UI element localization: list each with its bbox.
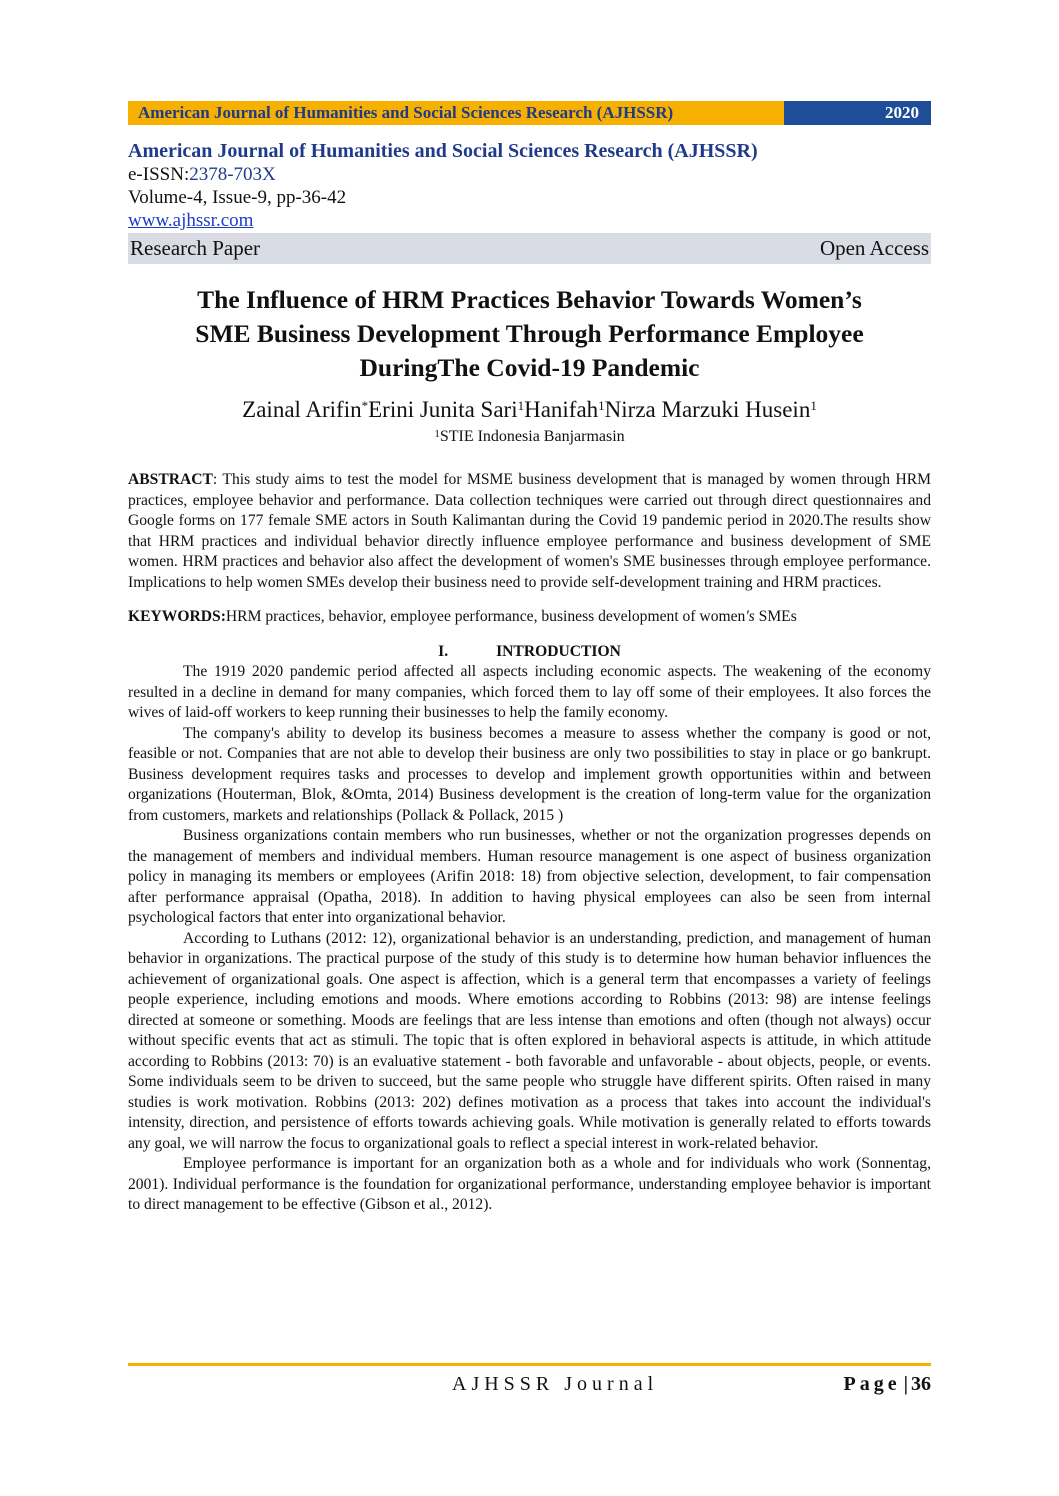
body-paragraph: Employee performance is important for an organization both as a whole and for individuals who work (Sonnentag, 2001). Individual performance is the foundation for organizational performance, understanding employee behavior is important to direct management to be effective (Gibson et al., 2012). [128, 1155, 931, 1213]
author-mark: 1 [517, 398, 525, 413]
author-mark: 1 [598, 398, 605, 413]
paper-title [128, 283, 931, 385]
keywords [128, 607, 931, 628]
abstract [128, 470, 931, 593]
issn-value: 2378-703X [189, 164, 276, 185]
body-paragraph: According to Luthans (2012: 12), organizational behavior is an understanding, prediction, and management of human behavior in organizations. The practical purpose of the study of this study is to determine how human behavior influences the achievement of organizational goals. One aspect is affection, which is a general term that encompasses a variety of feelings people experience, including emotions and moods. Where emotions according to Robbins (2013: 98) are intense feelings directed at someone or something. Moods are feelings that are less intense than emotions and often (though not always) occur without specific events that act as stimuli. The topic that is often explored in behavioral aspects is attitude, in which attitude according to Robbins (2013: 70) is an evaluative statement - both favorable and unfavorable - about objects, people, or events. Some individuals seem to be driven to succeed, but the same people who struggle have different spirits. Often raised in many studies is work motivation. Robbins (2013: 202) defines motivation as a process that takes into account the individual's intensity, direction, and persistence of efforts towards achieving goals. While motivation is generally related to efforts towards any goal, we will narrow the focus to organizational goals to reflect a special interest in work-related behavior. [128, 929, 931, 1152]
journal-name: American Journal of Humanities and Social Sciences Research (AJHSSR) [128, 140, 758, 162]
footer-divider [128, 1363, 931, 1366]
section-title: INTRODUCTION [496, 642, 621, 660]
title-line-1: The Influence of HRM Practices Behavior Towards Women’s [197, 285, 862, 314]
title-line-3: DuringThe Covid-19 Pandemic [359, 353, 700, 382]
author-name: Erini Junita Sari [368, 397, 518, 422]
body-paragraph: The 1919 2020 pandemic period affected all aspects including economic aspects. The weakening of the economy resulted in a decline in demand for many companies, which forced them to lay off some of their employees. It also forces the wives of laid-off workers to keep running their businesses to help the family economy. [128, 663, 931, 721]
issn-line [128, 163, 931, 186]
author-list [128, 395, 931, 425]
footer-page [844, 1372, 932, 1396]
footer-separator: | [903, 1373, 908, 1395]
footer-journal: AJHSSR Journal [452, 1373, 659, 1395]
affiliation [128, 427, 931, 447]
journal-header-bar [128, 101, 931, 125]
keywords-tail: SMEs [754, 608, 797, 625]
footer-page-number: 36 [911, 1373, 931, 1395]
affiliation-name: STIE Indonesia Banjarmasin [439, 428, 625, 445]
author-mark: 1 [810, 398, 817, 413]
abstract-text: : This study aims to test the model for MSME business development that is managed by women through HRM practices, employee behavior and performance. Data collection techniques were carried out through direct questionnaires and Google forms on 177 female SME actors in South Kalimantan during the Covid 19 pandemic period in 2020.The results show that HRM practices and individual behavior directly influence employee performance and business development of SME women. HRM practices and behavior also affect the development of women's SME businesses through employee performance. Implications to help women SMEs develop their business need to provide self-development training and HRM practices. [128, 471, 931, 591]
keywords-text: HRM practices, behavior, employee performance, business development of women [225, 608, 746, 625]
keywords-label: KEYWORDS: [128, 608, 226, 625]
keywords-apostrophe: 's [745, 608, 755, 625]
author-name: Zainal Arifin [242, 397, 362, 422]
journal-info-block [128, 140, 931, 264]
author-mark: * [361, 398, 369, 413]
issn-label: e-ISSN: [128, 164, 190, 185]
volume-line: Volume-4, Issue-9, pp-36-42 [128, 187, 347, 208]
section-number: I. [438, 642, 449, 660]
body-paragraph: The company's ability to develop its business becomes a measure to assess whether the company is good or not, feasible or not. Companies that are not able to develop their business are only two possibilities to stay in place or go bankrupt. Business development requires tasks and processes to develop and implement growth opportunities within and between organizations (Houterman, Blok, &Omta, 2014) Business development is the creation of long-term value for the organization from customers, markets and relationships (Pollack & Pollack, 2015 ) [128, 724, 931, 824]
access-type: Open Access [819, 236, 929, 260]
author-name: Hanifah [524, 397, 599, 422]
journal-header-year: 2020 [784, 101, 931, 125]
abstract-label: ABSTRACT [128, 471, 213, 488]
paper-type-bar [128, 233, 931, 264]
author-name: Nirza Marzuki Husein [604, 397, 811, 422]
footer-page-word: Page [843, 1373, 901, 1395]
journal-header-title: American Journal of Humanities and Social Sciences Research (AJHSSR) [128, 101, 784, 125]
title-line-2: SME Business Development Through Performance Employee [195, 319, 864, 348]
section-heading [128, 642, 931, 663]
body-paragraph: Business organizations contain members who run businesses, whether or not the organization progresses depends on the management of members and individual members. Human resource management is one aspect of business organization policy in managing its members or employees (Arifin 2018: 18) from objective selection, development, to fair compensation after performance appraisal (Opatha, 2018). In addition to having physical employees can also be seen from internal psychological factors that enter into organizational behavior. [128, 827, 931, 926]
paper-body [128, 470, 931, 1216]
journal-website-link[interactable]: www.ajhssr.com [128, 210, 254, 231]
affiliation-mark: 1 [434, 428, 440, 440]
paper-type: Research Paper [130, 236, 261, 260]
